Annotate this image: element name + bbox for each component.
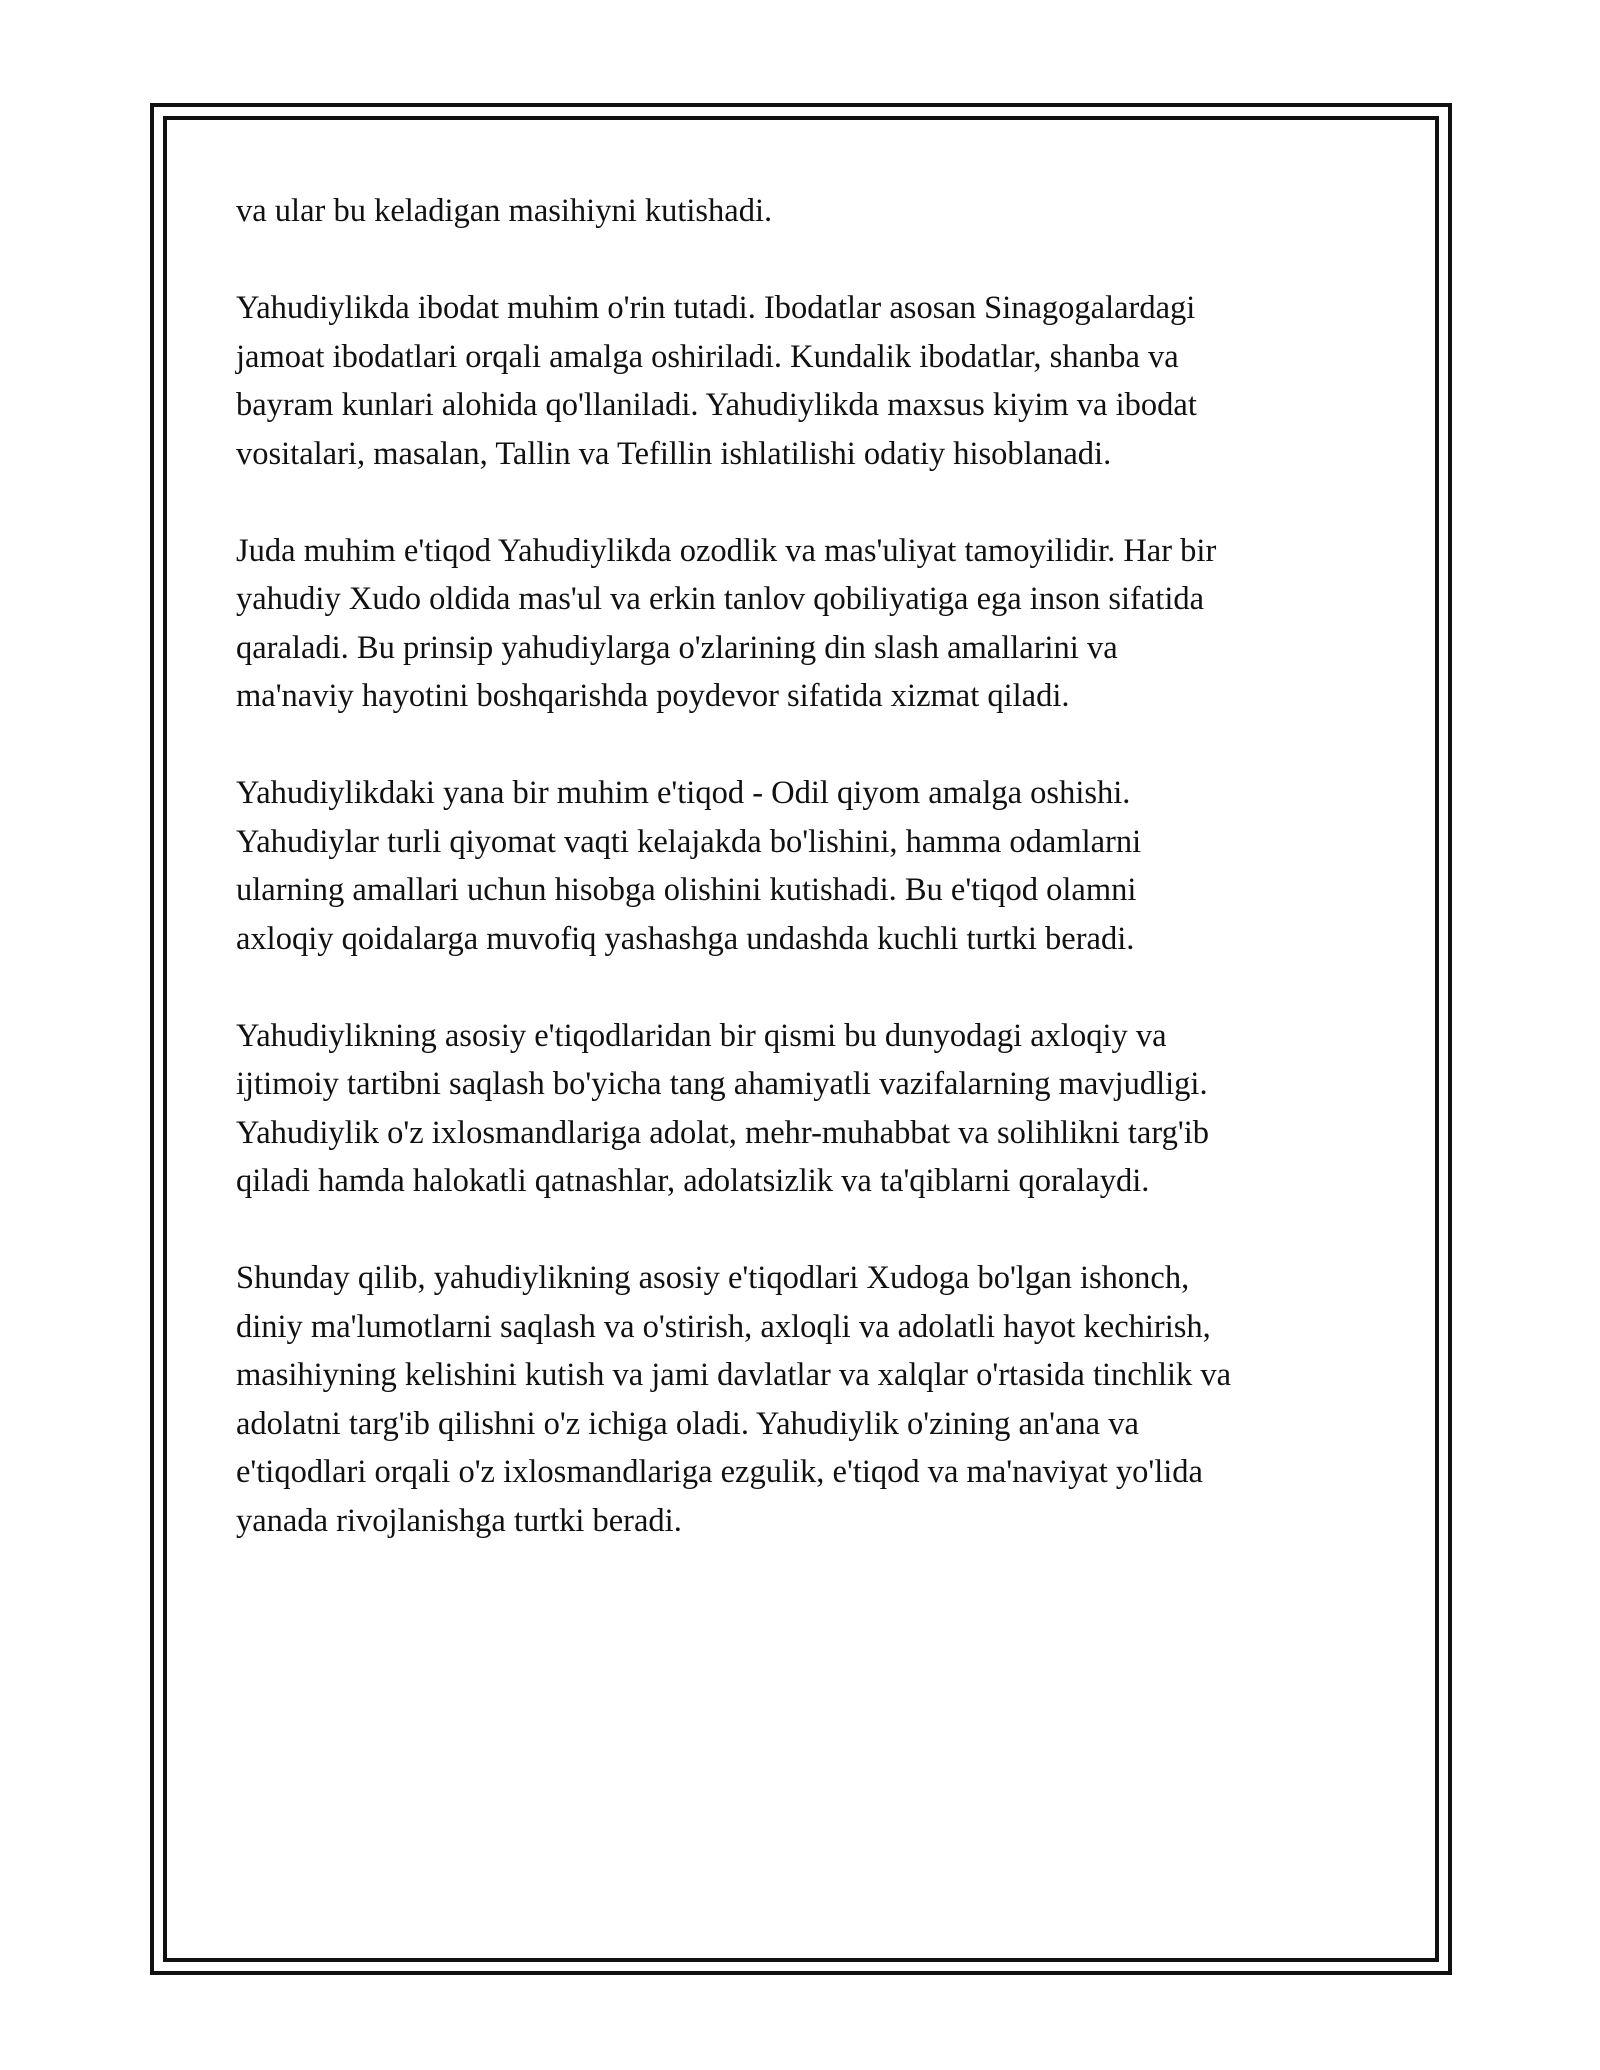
text-line: Yahudiylik o'z ixlosmandlariga adolat, mehr-muhabbat va solihlikni targ'ib — [236, 1114, 1209, 1151]
text-line: e'tiqodlari orqali o'z ixlosmandlariga ezgulik, e'tiqod va ma'naviyat yo'lida — [236, 1454, 1203, 1490]
paragraph-3 — [236, 527, 1366, 721]
paragraph-4 — [236, 769, 1366, 963]
text-line: masihiyning kelishini kutish va jami davlatlar va xalqlar o'rtasida tinchlik va — [236, 1357, 1232, 1393]
paragraph-5 — [236, 1012, 1366, 1206]
text-line: bayram kunlari alohida qo'llaniladi. Yahudiylikda maxsus kiyim va ibodat — [236, 387, 1197, 423]
text-line: Yahudiylikdaki yana bir muhim e'tiqod - Odil qiyom amalga oshishi. — [236, 775, 1131, 811]
text-line: Yahudiylikda ibodat muhim o'rin tutadi. Ibodatlar asosan Sinagogalardagi — [236, 290, 1196, 326]
text-line: ijtimoiy tartibni saqlash bo'yicha tang ahamiyatli vazifalarning mavjudligi. — [236, 1066, 1208, 1102]
text-line: ma'naviy hayotini boshqarishda poydevor sifatida xizmat qiladi. — [236, 678, 1070, 714]
paragraph-6 — [236, 1254, 1366, 1545]
paragraph-1 — [236, 187, 1366, 236]
text-line: Juda muhim e'tiqod Yahudiylikda ozodlik va mas'uliyat tamoyilidir. Har bir — [236, 532, 1217, 569]
text-line: Yahudiylar turli qiyomat vaqti kelajakda bo'lishini, hamma odamlarni — [236, 823, 1142, 860]
text-line: qiladi hamda halokatli qatnashlar, adolatsizlik va ta'qiblarni qoralaydi. — [236, 1163, 1150, 1199]
paragraph-2 — [236, 284, 1366, 478]
text-line: axloqiy qoidalarga muvofiq yashashga undashda kuchli turtki beradi. — [236, 920, 1135, 957]
text-line: va ular bu keladigan masihiyni kutishadi. — [236, 193, 773, 229]
document-body — [236, 187, 1366, 1594]
text-line: adolatni targ'ib qilishni o'z ichiga oladi. Yahudiylik o'zining an'ana va — [236, 1405, 1139, 1442]
text-line: vositalari, masalan, Tallin va Tefillin ishlatilishi odatiy hisoblanadi. — [236, 435, 1112, 472]
text-line: Shunday qilib, yahudiylikning asosiy e'tiqodlari Xudoga bo'lgan ishonch, — [236, 1260, 1190, 1296]
text-line: yanada rivojlanishga turtki beradi. — [236, 1502, 682, 1539]
text-line: Yahudiylikning asosiy e'tiqodlaridan bir qismi bu dunyodagi axloqiy va — [236, 1017, 1167, 1054]
text-line: jamoat ibodatlari orqali amalga oshiriladi. Kundalik ibodatlar, shanba va — [236, 338, 1179, 375]
text-line: ularning amallari uchun hisobga olishini kutishadi. Bu e'tiqod olamni — [236, 872, 1137, 908]
text-line: yahudiy Xudo oldida mas'ul va erkin tanlov qobiliyatiga ega inson sifatida — [236, 581, 1205, 617]
text-line: qaraladi. Bu prinsip yahudiylarga o'zlarining din slash amallarini va — [236, 629, 1118, 666]
text-line: diniy ma'lumotlarni saqlash va o'stirish, axloqli va adolatli hayot kechirish, — [236, 1308, 1211, 1345]
